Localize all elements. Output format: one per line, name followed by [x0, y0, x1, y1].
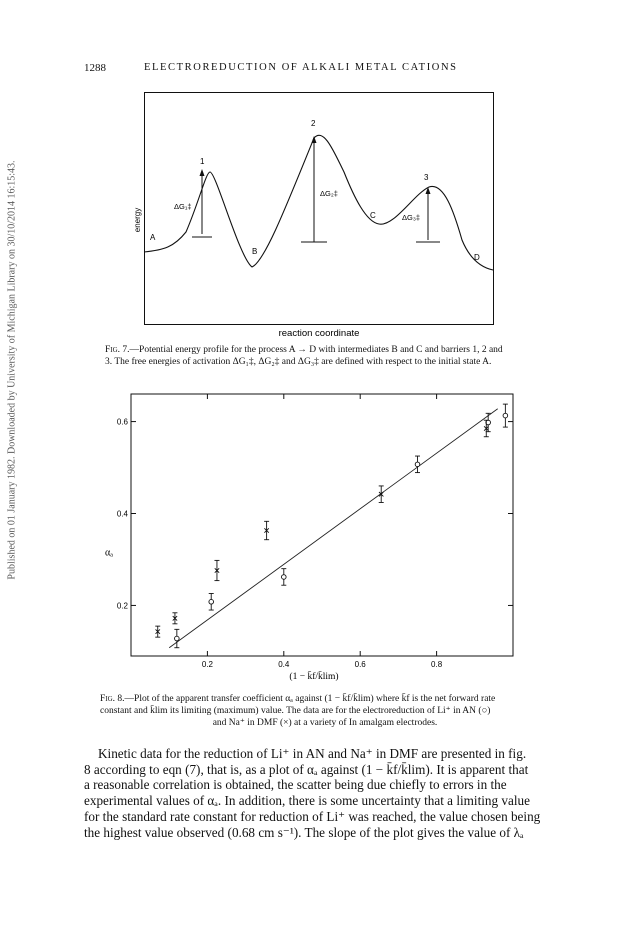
- dg-label-1: ΔG₁‡: [174, 202, 192, 211]
- figure-7-energy-profile: [133, 92, 494, 340]
- data-point-circle: [175, 636, 180, 641]
- data-point-circle: [415, 462, 420, 467]
- figure-8-caption-line-3: and Na⁺ in DMF (×) at a variety of In amalgam electrodes.: [212, 718, 438, 728]
- figure-7-caption-line-2: 3. The free energies of activation ΔG₁‡, ΔG₂‡ and ΔG₃‡ are defined with respect to the initial state A.: [105, 357, 492, 367]
- x-tick-label: 0.4: [278, 660, 290, 669]
- body-line-6: the highest value observed (0.68 cm s⁻¹). The slope of the plot gives the value of λₐ: [84, 824, 524, 840]
- fit-line: [169, 409, 498, 648]
- data-point-circle: [503, 413, 508, 418]
- page-number: 1288: [84, 62, 106, 74]
- figure-7-caption-label: Fig. 7.: [105, 345, 130, 355]
- y-tick-label: 0.2: [116, 601, 128, 611]
- barrier-label-3: 3: [424, 173, 429, 182]
- body-line-4: experimental values of αₐ. In addition, there is some uncertainty that a limiting value: [84, 793, 530, 809]
- plot-frame: [131, 394, 513, 656]
- energy-profile-curve: [144, 135, 493, 270]
- figure-8-caption-line-2: constant and k̄lim its limiting (maximum) value. The data are for the electroreduction of Li⁺ in AN (○): [100, 706, 491, 716]
- state-label-a: A: [150, 233, 156, 242]
- data-point-circle: [209, 599, 214, 604]
- state-label-c: C: [370, 211, 376, 220]
- dg-label-3: ΔG₃‡: [402, 213, 421, 222]
- arrowhead-1: [200, 169, 205, 176]
- body-paragraph: [84, 746, 574, 840]
- figure-8-caption: [100, 693, 550, 729]
- barrier-label-1: 1: [200, 157, 205, 166]
- y-tick-label: 0.4: [116, 509, 128, 519]
- y-axis-label: αₐ: [105, 547, 113, 559]
- state-label-d: D: [474, 253, 480, 262]
- y-tick-label: 0.6: [116, 417, 128, 427]
- running-header: [84, 62, 574, 78]
- running-title: ELECTROREDUCTION OF ALKALI METAL CATIONS: [144, 62, 458, 73]
- download-notice: [4, 130, 20, 610]
- figure-7-caption-line-1: —Potential energy profile for the process A → D with intermediates B and C and barriers 1, 2 and: [129, 345, 503, 355]
- energy-axis-label: energy: [133, 207, 142, 233]
- barrier-label-2: 2: [311, 119, 316, 128]
- x-axis-label: (1 − k̄f/k̄lim): [289, 672, 339, 682]
- data-point-circle: [282, 575, 287, 580]
- x-tick-label: 0.2: [201, 660, 213, 669]
- figure-8-scatter-plot: [105, 388, 525, 693]
- reaction-coordinate-label: reaction coordinate: [278, 328, 360, 339]
- body-line-5: for the standard rate constant for reduction of Li⁺ was reached, the value chosen being: [84, 808, 541, 824]
- x-tick-label: 0.8: [431, 660, 443, 669]
- figure-8-caption-label: Fig. 8.: [100, 694, 125, 704]
- x-tick-label: 0.6: [354, 660, 366, 669]
- body-line-3: a reasonable correlation is obtained, the scatter being due chiefly to errors in the: [84, 777, 507, 793]
- figure-7-frame: [145, 93, 494, 325]
- figure-7-caption: [105, 344, 550, 368]
- download-notice-text: Published on 01 January 1982. Downloaded by University of Michigan Library on 30/10/2014 16:15:43.: [6, 160, 18, 580]
- state-label-b: B: [252, 247, 258, 256]
- figure-8-caption-line-1: —Plot of the apparent transfer coefficient αₐ against (1 − k̄f/k̄lim) where k̄f is the net forward rate: [124, 694, 496, 704]
- body-line-2: 8 according to eqn (7), that is, as a plot of αₐ against (1 − k̄f/k̄lim). It is apparent that: [84, 761, 529, 777]
- body-line-1: Kinetic data for the reduction of Li⁺ in AN and Na⁺ in DMF are presented in fig.: [98, 746, 527, 761]
- dg-label-2: ΔG₂‡: [320, 189, 338, 198]
